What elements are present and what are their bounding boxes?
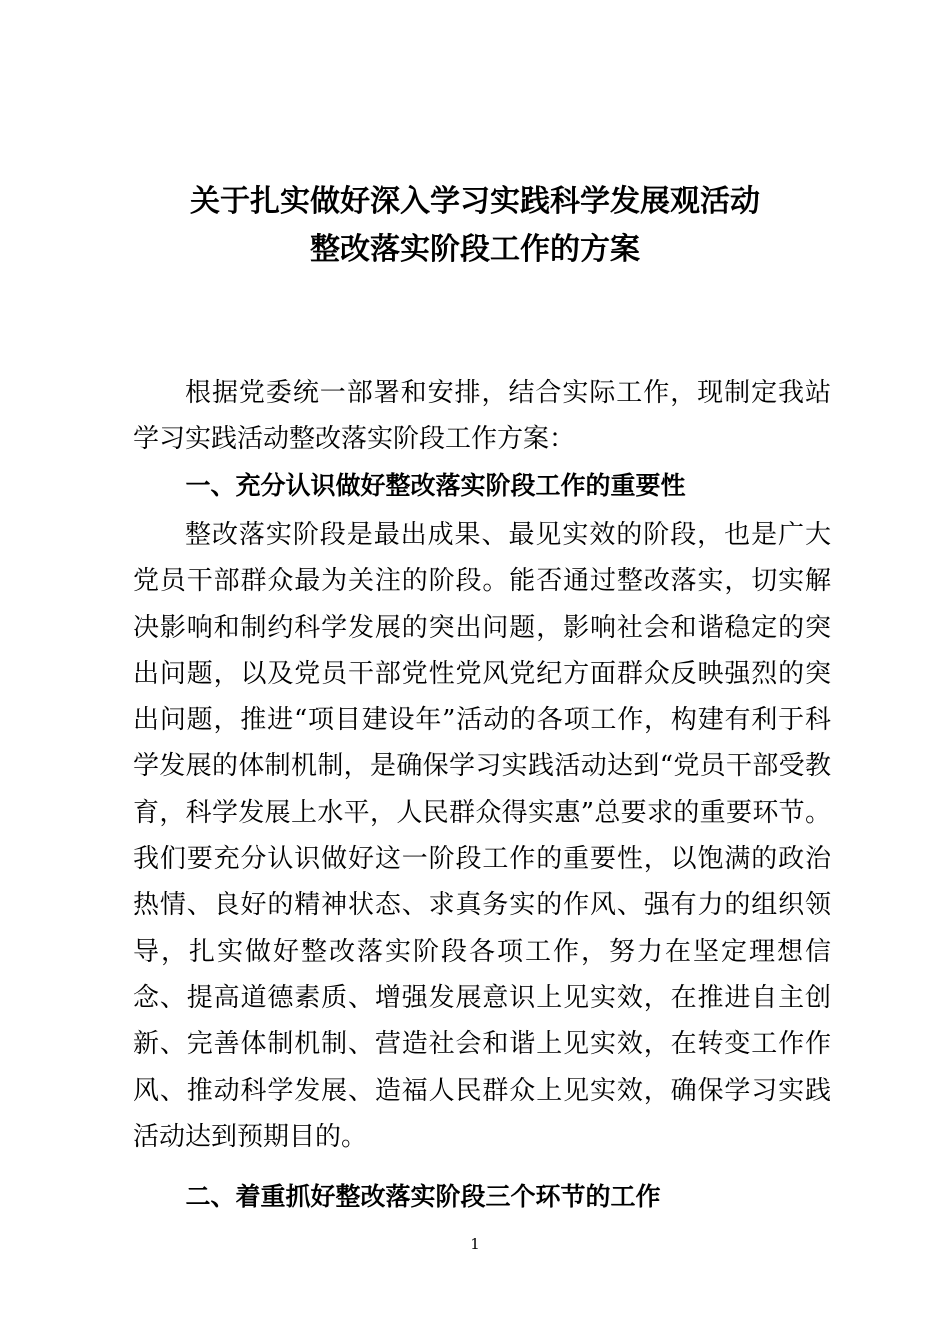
intro-paragraph: 根据党委统一部署和安排，结合实际工作，现制定我站学习实践活动整改落实阶段工作方案： <box>133 378 831 455</box>
section-1-paragraph: 整改落实阶段是最出成果、最见实效的阶段，也是广大党员干部群众最为关注的阶段。能否通过整改落实，切实解决影响和制约科学发展的突出问题，影响社会和谐稳定的突出问题，以及党员干部党性党风党纪方面群众反映强烈的突出问题，推进“项目建设年”活动的各项工作，构建有利于科学发展的体制机制，是确保学习实践活动达到“党员干部受教育，科学发展上水平，人民群众得实惠”总要求的重要环节。我们要充分认识做好这一阶段工作的重要性，以饱满的政治热情、良好的精神状态、求真务实的作风、强有力的组织领导，扎实做好整改落实阶段各项工作，努力在坚定理想信念、提高道德素质、增强发展意识上见实效，在推进自主创新、完善体制机制、营造社会和谐上见实效，在转变工作作风、推动科学发展、造福人民群众上见实效，确保学习实践活动达到预期目的。 <box>133 520 831 1152</box>
document-title-line-1: 关于扎实做好深入学习实践科学发展观活动 <box>190 184 760 219</box>
section-2-heading: 二、着重抓好整改落实阶段三个环节的工作 <box>185 1182 661 1211</box>
page-number: 1 <box>470 1235 480 1253</box>
document-title-line-2: 整改落实阶段工作的方案 <box>310 232 640 267</box>
section-1-heading: 一、充分认识做好整改落实阶段工作的重要性 <box>185 471 686 500</box>
